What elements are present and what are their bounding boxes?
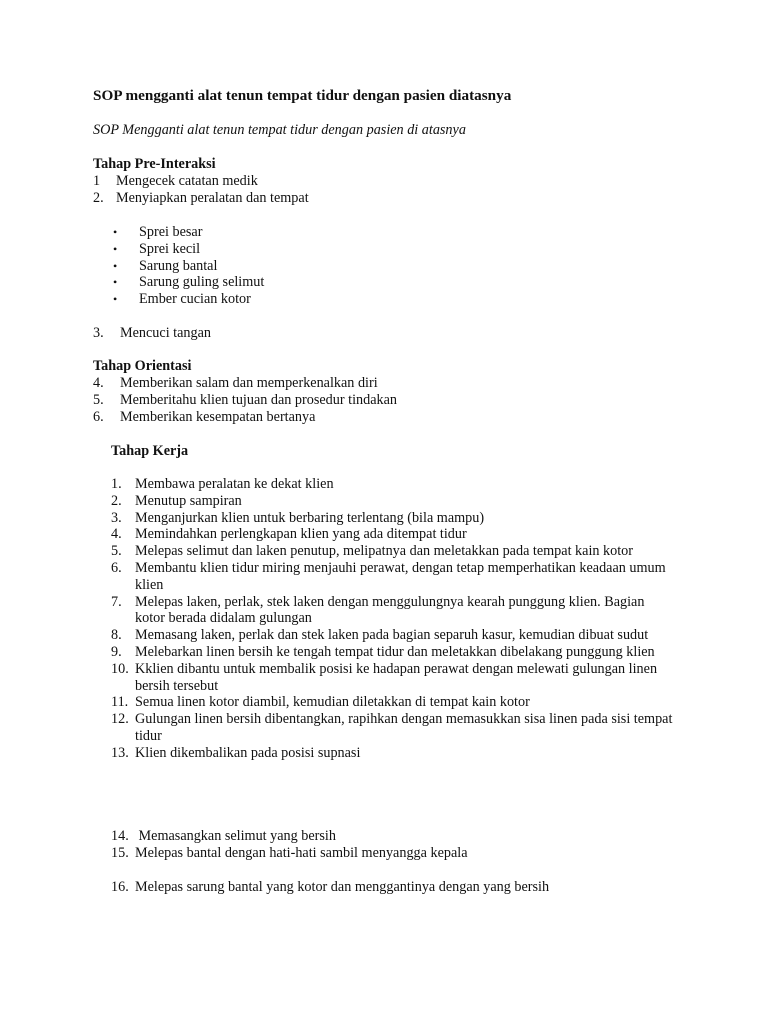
bullet-icon: • [113,292,118,307]
equipment-bullet-list [113,224,413,308]
item-text: Melepas laken, perlak, stek laken dengan menggulungnya kearah punggung klien. Bagian kotor berada didalam gulungan [135,593,645,627]
list-item [111,845,691,862]
list-item [111,476,691,493]
item-number: 7. [111,593,122,610]
bullet-icon: • [113,275,118,290]
item-number: 4. [111,526,122,543]
list-item [93,173,493,190]
item-text: Mencuci tangan [120,325,211,341]
list-item [113,258,413,275]
item-number: 1 [93,173,101,189]
item-text: Melepas selimut dan laken penutup, melipatnya dan meletakkan pada tempat kain kotor [135,543,633,560]
item-number: 12. [111,711,129,728]
list-item [93,325,493,342]
heading-orientasi: Tahap Orientasi [93,358,192,374]
kerja-list-final [111,879,691,896]
item-text: Memasang laken, perlak dan stek laken pada bagian separuh kasur, kemudian dibuat sudut [135,627,649,644]
list-item [111,644,691,661]
item-text: Sarung guling selimut [139,274,265,291]
kerja-list [111,476,691,762]
item-text: Memindahkan perlengkapan klien yang ada ditempat tidur [135,526,467,543]
item-text: Melebarkan linen bersih ke tengah tempat tidur dan meletakkan dibelakang punggung klien [135,643,655,660]
item-text: Memberitahu klien tujuan dan prosedur tindakan [120,391,397,408]
list-item [111,745,691,762]
item-number: 1. [111,476,122,492]
item-text: Menyiapkan peralatan dan tempat [116,189,309,206]
item-number: 5. [93,391,104,408]
item-number: 16. [111,879,129,895]
list-item [111,627,691,644]
list-item [111,694,691,711]
item-number: 3. [111,509,122,526]
list-item [93,409,593,426]
item-text: Menutup sampiran [135,492,242,509]
heading-kerja: Tahap Kerja [111,443,189,459]
item-text: Kklien dibantu untuk membalik posisi ke hadapan perawat dengan melewati gulungan linen bersih tersebut [135,660,658,694]
item-text: Melepas sarung bantal yang kotor dan menggantinya dengan yang bersih [135,879,550,895]
item-number: 13. [111,744,129,761]
item-text: Memasangkan selimut yang bersih [135,828,336,844]
item-text: Sprei besar [139,224,203,240]
item-text: Gulungan linen bersih dibentangkan, rapihkan dengan memasukkan sisa linen pada sisi tempat tidur [135,711,673,744]
list-item [111,828,691,845]
item-text: Sprei kecil [139,240,201,257]
list-item [93,190,493,207]
list-item [111,560,691,594]
item-text: Mengecek catatan medik [116,173,258,189]
item-number: 15. [111,844,129,861]
bullet-icon: • [113,225,118,239]
item-number: 4. [93,375,104,391]
list-item [111,510,691,527]
list-item [113,241,413,258]
list-item [111,493,691,510]
item-text: Membawa peralatan ke dekat klien [135,476,334,492]
bullet-icon: • [113,241,118,256]
bullet-icon: • [113,258,118,273]
item-number: 6. [93,408,104,425]
item-number: 5. [111,543,122,560]
list-item [111,543,691,560]
item-text: Menganjurkan klien untuk berbaring terlentang (bila mampu) [135,509,485,526]
item-text: Ember cucian kotor [139,291,251,308]
item-number: 10. [111,660,129,677]
heading-pre-interaksi: Tahap Pre-Interaksi [93,156,216,172]
item-number: 2. [111,492,122,509]
item-number: 11. [111,694,129,711]
list-item [113,274,413,291]
item-text: Memberikan salam dan memperkenalkan diri [120,375,378,391]
list-item [111,594,691,628]
item-number: 9. [111,643,122,660]
kerja-list-continued [111,828,691,862]
list-item [111,526,691,543]
item-number: 6. [111,559,122,576]
pre-interaksi-list [93,173,493,207]
orientasi-list [93,375,593,425]
list-item [111,661,691,695]
item-number: 8. [111,627,122,644]
document-subtitle: SOP Mengganti alat tenun tempat tidur dengan pasien di atasnya [93,122,466,138]
list-item [111,879,691,896]
item-text: Memberikan kesempatan bertanya [120,408,316,425]
item-number: 2. [93,189,104,206]
list-item [113,224,413,241]
pre-interaksi-step3 [93,325,493,342]
list-item [93,375,593,392]
item-text: Semua linen kotor diambil, kemudian diletakkan di tempat kain kotor [135,694,530,711]
item-text: Klien dikembalikan pada posisi supnasi [135,744,361,761]
list-item [111,711,691,745]
item-text: Melepas bantal dengan hati-hati sambil menyangga kepala [135,844,468,861]
list-item [113,291,413,308]
list-item [93,392,593,409]
document-title: SOP mengganti alat tenun tempat tidur dengan pasien diatasnya [93,87,512,104]
item-number: 14. [111,828,129,844]
item-text: Membantu klien tidur miring menjauhi perawat, dengan tetap memperhatikan keadaan umum klien [135,559,666,593]
item-text: Sarung bantal [139,257,218,274]
item-number: 3. [93,325,104,341]
